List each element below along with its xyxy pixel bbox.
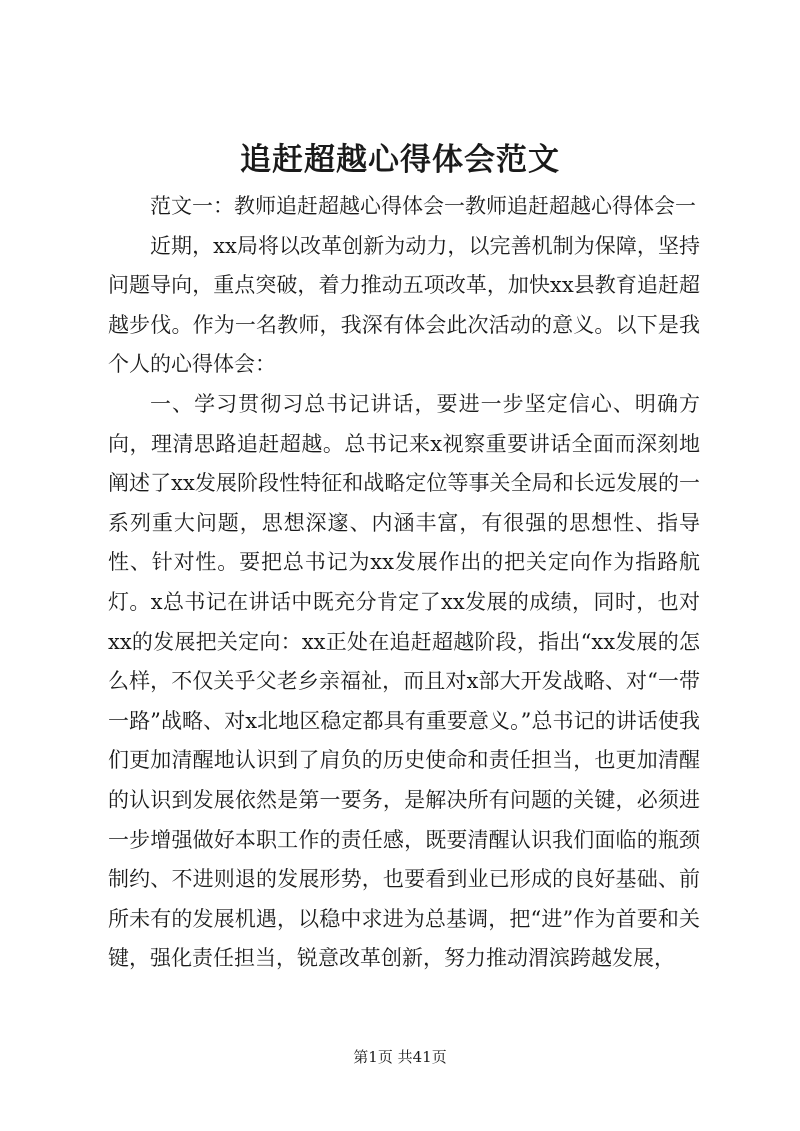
- page-number-footer: 第1页 共41页: [353, 1048, 447, 1066]
- document-body: [108, 187, 700, 979]
- paragraph-intro: 近期，xx局将以改革创新为动力，以完善机制为保障，坚持问题导向，重点突破，着力推动五项改革，加快xx县教育追赶超越步伐。作为一名教师，我深有体会此次活动的意义。以下是我个人的心得体会：: [108, 233, 700, 377]
- document-title: 追赶超越心得体会范文: [240, 142, 560, 178]
- paragraph-section-one: 一、学习贯彻习总书记讲话，要进一步坚定信心、明确方向，理清思路追赶超越。总书记来x视察重要讲话全面而深刻地阐述了xx发展阶段性特征和战略定位等事关全局和长远发展的一系列重大问题，思想深邃、内涵丰富，有很强的思想性、指导性、针对性。要把总书记为xx发展作出的把关定向作为指路航灯。x总书记在讲话中既充分肯定了xx发展的成绩，同时，也对xx的发展把关定向：xx正处在追赶超越阶段，指出“xx发展的怎么样，不仅关乎父老乡亲福祉，而且对x部大开发战略、对“一带一路”战略、对x北地区稳定都具有重要意义。”总书记的讲话使我们更加清醒地认识到了肩负的历史使命和责任担当，也更加清醒的认识到发展依然是第一要务，是解决所有问题的关键，必须进一步增强做好本职工作的责任感，既要清醒认识我们面临的瓶颈制约、不进则退的发展形势，也要看到业已形成的良好基础、前所未有的发展机遇，以稳中求进为总基调，把“进”作为首要和关键，强化责任担当，锐意改革创新，努力推动渭滨跨越发展，: [108, 391, 700, 971]
- paragraph-heading: 范文一：教师追赶超越心得体会一教师追赶超越心得体会一: [150, 194, 696, 218]
